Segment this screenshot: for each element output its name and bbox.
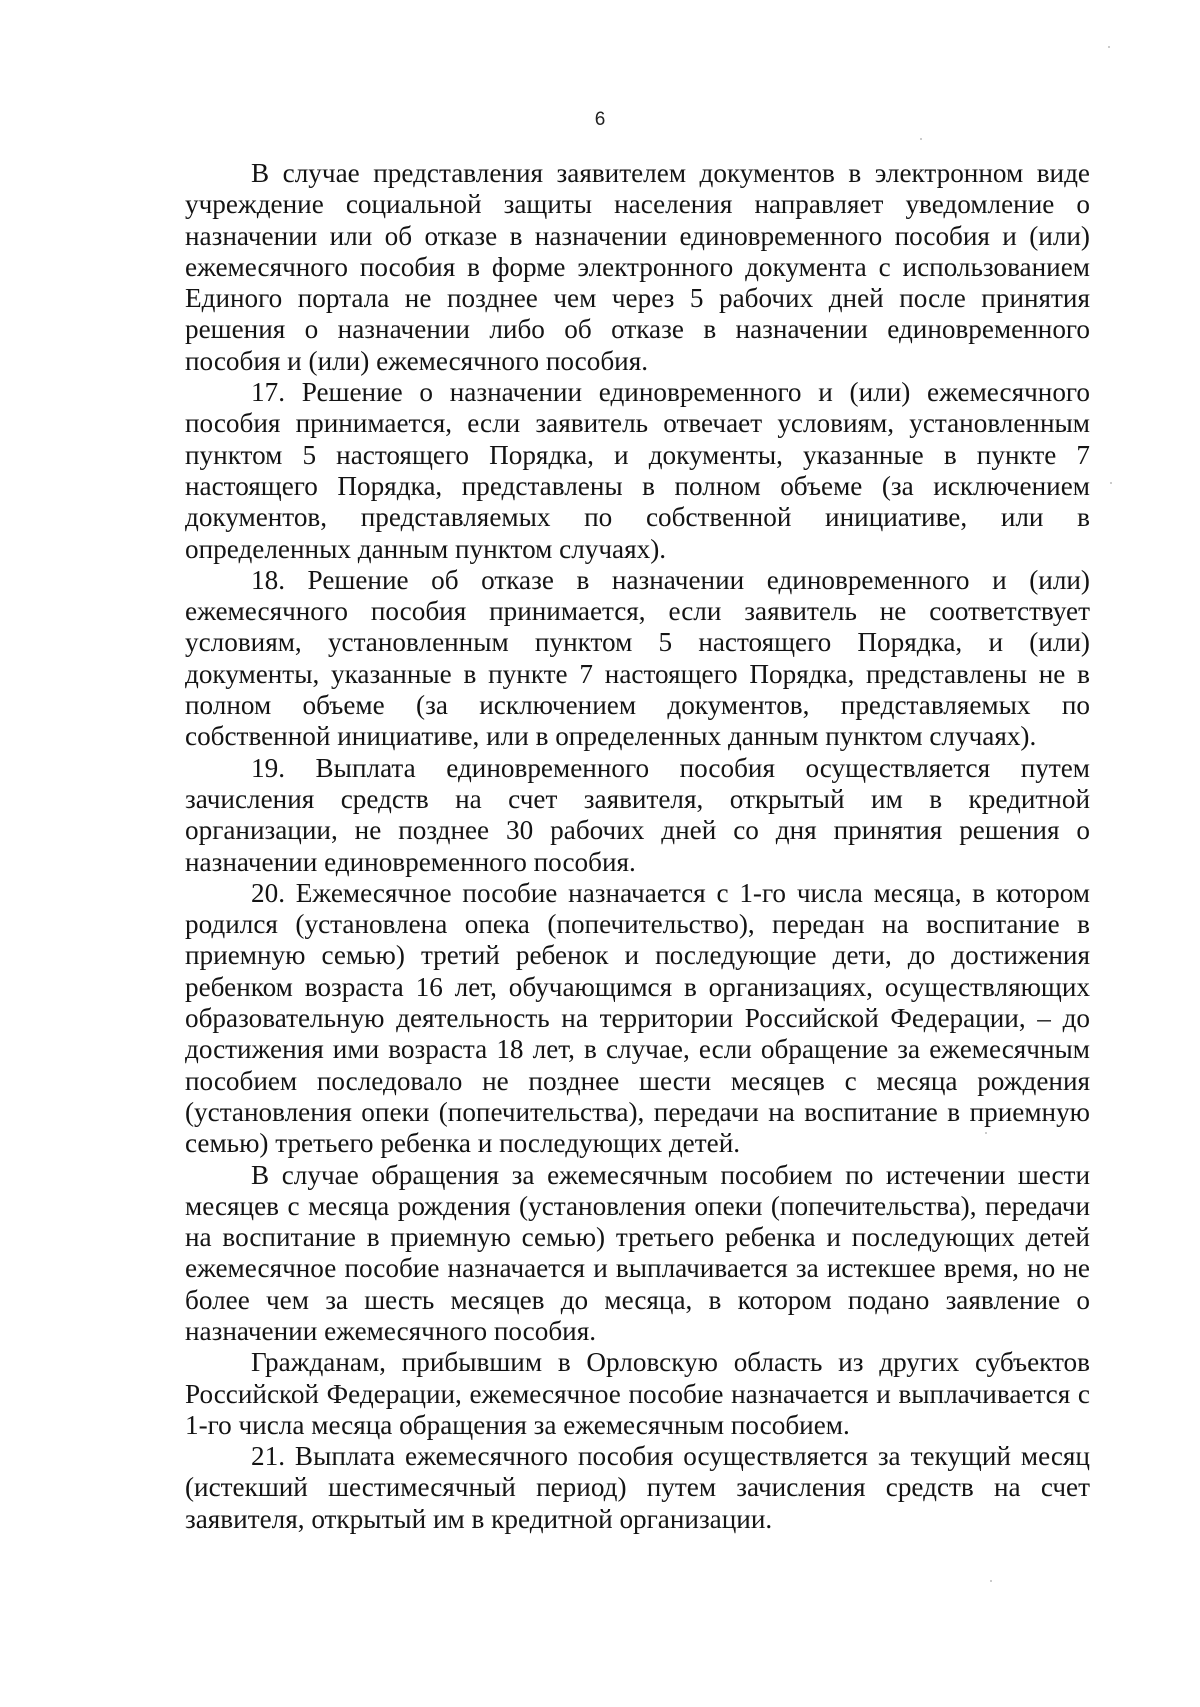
paragraph-21: 21. Выплата ежемесячного пособия осуществляется за текущий месяц (истекший шестимесячный период) путем зачисления средств на счет заявителя, открытый им в кредитной организации. bbox=[185, 1441, 1090, 1534]
scan-speck bbox=[1110, 482, 1112, 484]
page-number: 6 bbox=[594, 109, 606, 130]
scan-speck bbox=[920, 138, 922, 140]
scan-speck bbox=[985, 1132, 987, 1134]
paragraph-20: 20. Ежемесячное пособие назначается с 1-го числа месяца, в котором родился (установлена опека (попечительство), передан на воспитание в приемную семью) третий ребенок и последующие дети, до достижения ребенком возраста 16 лет, обучающимся в организациях, осуществляющих образовательную деятельность на территории Российской Федерации, – до достижения ими возраста 18 лет, в случае, если обращение за ежемесячным пособием последовало не позднее шести месяцев с месяца рождения (установления опеки (попечительства), передачи на воспитание в приемную семью) третьего ребенка и последующих детей. bbox=[185, 877, 1090, 1159]
document-body bbox=[185, 158, 1090, 1535]
paragraph-17: 17. Решение о назначении единовременного и (или) ежемесячного пособия принимается, если заявитель отвечает условиям, установленным пунктом 5 настоящего Порядка, и документы, указанные в пункте 7 настоящего Порядка, представлены в полном объеме (за исключением документов, представляемых по собственной инициативе, или в определенных данным пунктом случаях). bbox=[185, 377, 1090, 564]
paragraph-electronic-notification: В случае представления заявителем документов в электронном виде учреждение социальной защиты населения направляет уведомление о назначении или об отказе в назначении единовременного пособия и (или) ежемесячного пособия в форме электронного документа с использованием Единого портала не позднее чем через 5 рабочих дней после принятия решения о назначении либо об отказе в назначении единовременного пособия и (или) ежемесячного пособия. bbox=[185, 158, 1090, 376]
paragraph-18: 18. Решение об отказе в назначении единовременного и (или) ежемесячного пособия принимается, если заявитель не соответствует условиям, установленным пунктом 5 настоящего Порядка, и (или) документы, указанные в пункте 7 настоящего Порядка, представлены не в полном объеме (за исключением документов, представляемых по собственной инициативе, или в определенных данным пунктом случаях). bbox=[185, 564, 1090, 752]
paragraph-19: 19. Выплата единовременного пособия осуществляется путем зачисления средств на счет заявителя, открытый им в кредитной организации, не позднее 30 рабочих дней со дня принятия решения о назначении единовременного пособия. bbox=[185, 752, 1090, 877]
paragraph-20-late-application: В случае обращения за ежемесячным пособием по истечении шести месяцев с месяца рождения (установления опеки (попечительства), передачи на воспитание в приемную семью) третьего ребенка и последующих детей ежемесячное пособие назначается и выплачивается за истекшее время, но не более чем за шесть месяцев до месяца, в котором подано заявление о назначении ежемесячного пособия. bbox=[185, 1159, 1090, 1346]
paragraph-20-arrived-citizens: Гражданам, прибывшим в Орловскую область из других субъектов Российской Федерации, ежемесячное пособие назначается и выплачивается с 1-го числа месяца обращения за ежемесячным пособием. bbox=[185, 1347, 1090, 1440]
scan-speck bbox=[990, 1580, 992, 1582]
scan-speck bbox=[1108, 46, 1110, 48]
